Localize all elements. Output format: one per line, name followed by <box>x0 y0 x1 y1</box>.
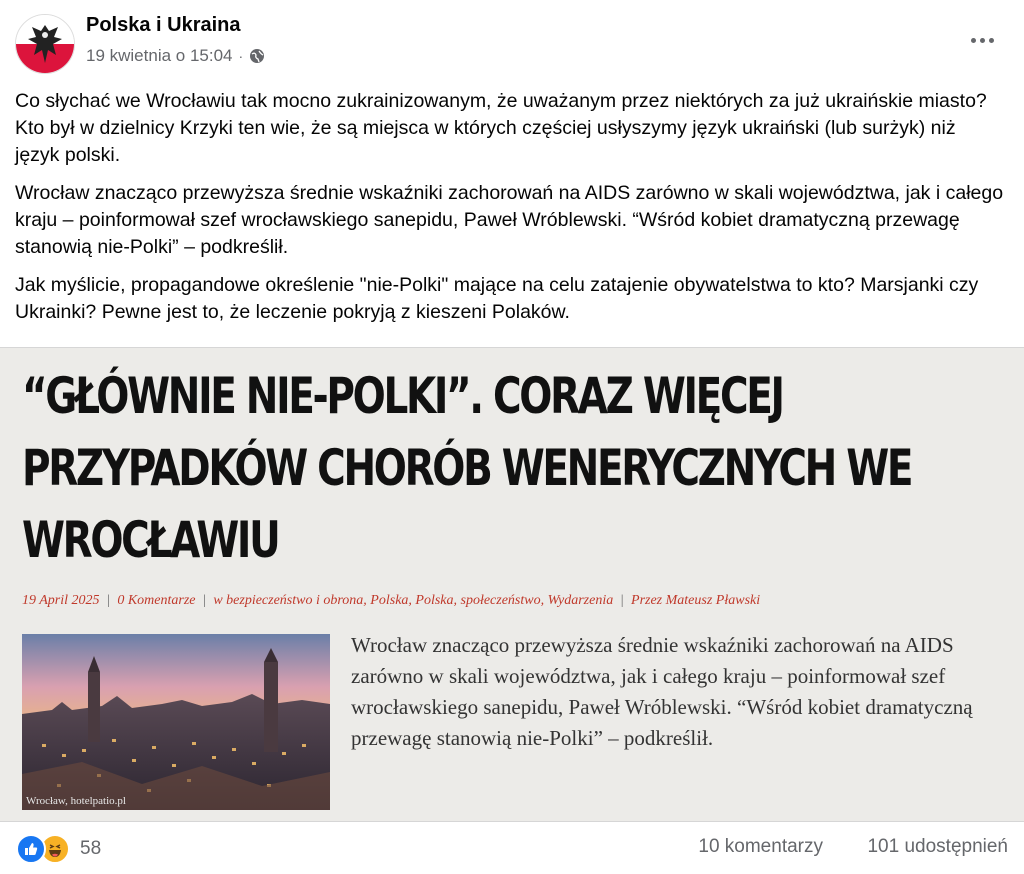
article-meta <box>22 593 760 609</box>
article-categories: w bezpieczeństwo i obrona, Polska, Polska, społeczeństwo, Wydarzenia <box>213 593 614 608</box>
avatar-eagle-icon <box>16 15 74 73</box>
post-header <box>0 0 1024 80</box>
article-author: Przez Mateusz Pławski <box>631 593 761 608</box>
shares-count[interactable]: 101 udostępnień <box>867 836 1008 857</box>
post-paragraph: Jak myślicie, propagandowe określenie "nie-Polki" mające na celu zatajenie obywatelstwa to kto? Marsjanki czy Ukrainki? Pewne jest to, że leczenie pokryją z kieszeni Polaków. <box>15 274 979 323</box>
more-options-button[interactable] <box>962 26 1002 54</box>
meta-sep: | <box>107 593 110 608</box>
post-text <box>15 88 1005 337</box>
post-paragraph: Co słychać we Wrocławiu tak mocno zukrainizowanym, że uważanym przez niektórych za już ukraińskie miasto? Kto był w dzielnicy Krzyki ten wie, że są miejsca w których częściej usłyszymy język ukraiński (lub surżyk) niż język polski. <box>15 90 987 166</box>
reaction-count: 58 <box>80 838 102 859</box>
meta-sep: | <box>203 593 206 608</box>
article-date: 19 April 2025 <box>22 593 100 608</box>
article-comments: 0 Komentarze <box>117 593 196 608</box>
city-photo <box>22 634 330 810</box>
article-headline: “GŁÓWNIE NIE-POLKI”. CORAZ WIĘCEJ PRZYPADKÓW CHORÓB WENERYCZNYCH WE WROCŁAWIU <box>22 367 912 569</box>
page-avatar[interactable] <box>15 14 75 74</box>
post-paragraph: Wrocław znacząco przewyższa średnie wskaźniki zachorowań na AIDS zarówno w skali województwa, jak i całego kraju – poinformował szef wrocławskiego sanepidu, Paweł Wróblewski. “Wśród kobiet dramatyczną przewagę stanowią nie-Polki” – podkreślił. <box>15 182 1004 258</box>
article-body: Wrocław znacząco przewyższa średnie wskaźniki zachorowań na AIDS zarówno w skali województwa, jak i całego kraju – poinformował szef wrocławskiego sanepidu, Paweł Wróblewski. “Wśród kobiet dramatyczną przewagę stanowią nie-Polki” – podkreślił. <box>351 633 973 750</box>
like-reaction-icon <box>16 834 46 864</box>
page-name[interactable]: Polska i Ukraina <box>86 14 241 36</box>
more-icon <box>971 38 976 43</box>
comments-count[interactable]: 10 komentarzy <box>698 836 823 857</box>
post-footer <box>0 826 1024 870</box>
reactions-summary[interactable] <box>16 834 101 864</box>
shared-article-image[interactable] <box>0 347 1024 822</box>
article-photo <box>22 634 330 810</box>
photo-caption: Wrocław, hotelpatio.pl <box>26 795 126 807</box>
globe-icon <box>249 48 265 64</box>
meta-sep: | <box>620 593 624 608</box>
post-timestamp[interactable]: 19 kwietnia o 15:04 <box>86 46 233 65</box>
meta-separator: · <box>238 48 244 64</box>
post-meta <box>86 46 265 66</box>
